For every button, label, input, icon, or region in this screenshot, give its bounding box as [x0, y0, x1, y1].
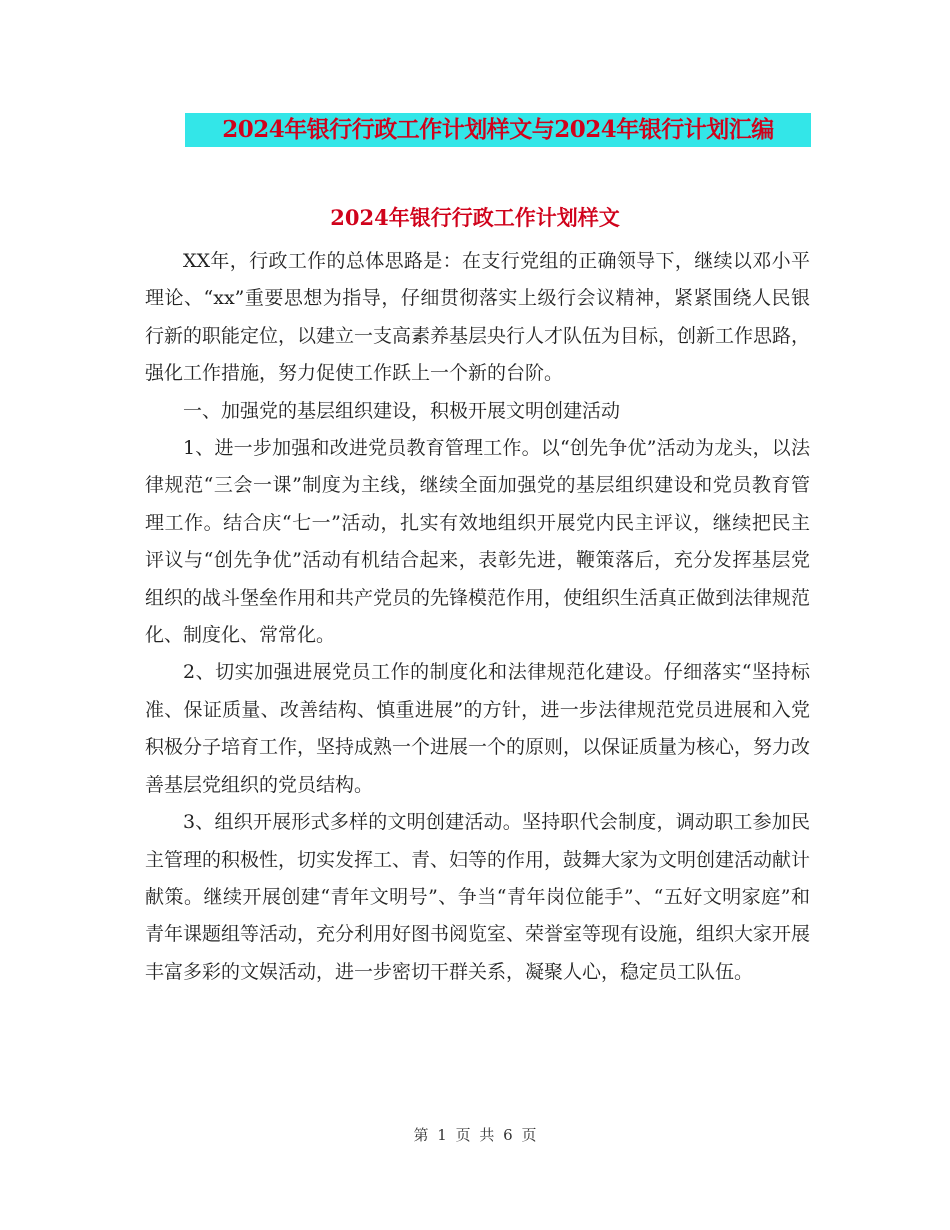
page-number-footer: 第 1 页 共 6 页: [413, 1126, 537, 1144]
paragraph-item-2: 2、切实加强进展党员工作的制度化和法律规范化建设。仔细落实“坚持标准、保证质量、改善结构、慎重进展”的方针，进一步法律规范党员进展和入党积极分子培育工作，坚持成熟一个进展一个的原则，以保证质量为核心，努力改善基层党组织的党员结构。: [145, 661, 811, 796]
paragraph-heading-1: 一、加强党的基层组织建设，积极开展文明创建活动: [183, 399, 621, 422]
paragraph-item-1: 1、进一步加强和改进党员教育管理工作。以“创先争优”活动为龙头，以法律规范“三会一课”制度为主线，继续全面加强党的基层组织建设和党员教育管理工作。结合庆“七一”活动，扎实有效地组织开展党内民主评议，继续把民主评议与“创先争优”活动有机结合起来，表彰先进，鞭策落后，充分发挥基层党组织的战斗堡垒作用和共产党员的先锋模范作用，使组织生活真正做到法律规范化、制度化、常常化。: [145, 437, 811, 647]
document-body: [145, 243, 810, 991]
document-title: 2024年银行行政工作计划样文与2024年银行计划汇编: [185, 113, 811, 147]
paragraph-item-3: 3、组织开展形式多样的文明创建活动。坚持职代会制度，调动职工参加民主管理的积极性，切实发挥工、青、妇等的作用，鼓舞大家为文明创建活动献计献策。继续开展创建“青年文明号”、争当“青年岗位能手”、“五好文明家庭”和青年课题组等活动，充分利用好图书阅览室、荣誉室等现有设施，组织大家开展丰富多彩的文娱活动，进一步密切干群关系，凝聚人心，稳定员工队伍。: [145, 811, 811, 983]
section-title: 2024年银行行政工作计划样文: [330, 205, 620, 230]
paragraph-intro: XX年，行政工作的总体思路是：在支行党组的正确领导下，继续以邓小平理论、“xx”重要思想为指导，仔细贯彻落实上级行会议精神，紧紧围绕人民银行新的职能定位，以建立一支高素养基层央行人才队伍为目标，创新工作思路，强化工作措施，努力促使工作跃上一个新的台阶。: [145, 250, 811, 385]
